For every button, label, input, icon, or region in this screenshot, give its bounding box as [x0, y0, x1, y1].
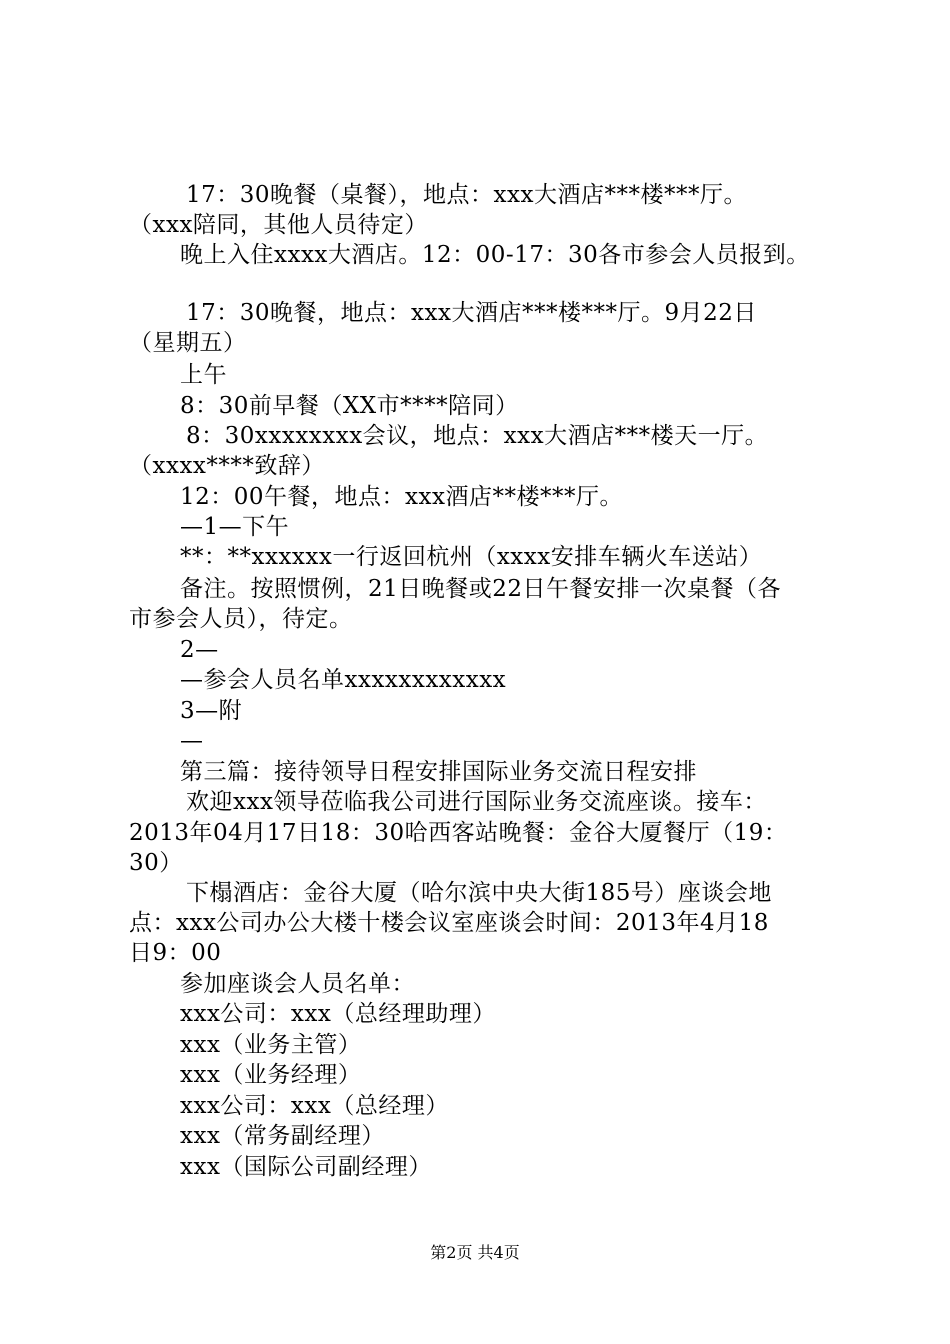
text-line: 2013年04月17日18：30哈西客站晚餐：金谷大厦餐厅（19： — [129, 820, 788, 846]
text-line: 2— — [180, 637, 219, 663]
text-line: 30） — [129, 850, 183, 876]
text-line: xxx（业务主管） — [180, 1032, 362, 1058]
text-line: 上午 — [180, 362, 227, 388]
text-line: 晚上入住xxxx大酒店。12：00-17：30各市参会人员报到。 — [180, 242, 810, 268]
section-heading: 第三篇：接待领导日程安排国际业务交流日程安排 — [180, 759, 697, 785]
text-line: 欢迎xxx领导莅临我公司进行国际业务交流座谈。接车： — [186, 789, 767, 815]
text-line: xxx（常务副经理） — [180, 1123, 385, 1149]
text-line: （星期五） — [129, 330, 247, 356]
text-line: xxx（业务经理） — [180, 1062, 362, 1088]
text-line: 8：30前早餐（XX市****陪同） — [180, 393, 519, 419]
text-line: （xxx陪同，其他人员待定） — [129, 212, 428, 238]
text-line: 下榻酒店：金谷大厦（哈尔滨中央大街185号）座谈会地 — [186, 880, 772, 906]
text-line: xxx（国际公司副经理） — [180, 1154, 432, 1180]
text-line: xxx公司：xxx（总经理） — [180, 1093, 449, 1119]
text-line: **：**xxxxxx一行返回杭州（xxxx安排车辆火车送站） — [180, 544, 763, 570]
text-line: — — [180, 728, 204, 754]
text-line: 日9：00 — [129, 940, 222, 966]
text-line: 市参会人员），待定。 — [129, 606, 353, 632]
text-line: 8：30xxxxxxxx会议，地点：xxx大酒店***楼天一厅。 — [186, 423, 769, 449]
text-line: 17：30晚餐（桌餐），地点：xxx大酒店***楼***厅。 — [186, 182, 747, 208]
text-line: xxx公司：xxx（总经理助理） — [180, 1001, 496, 1027]
text-line: 3—附 — [180, 698, 243, 724]
text-line: 17：30晚餐，地点：xxx大酒店***楼***厅。9月22日 — [186, 300, 757, 326]
text-line: 备注。按照惯例，21日晚餐或22日午餐安排一次桌餐（各 — [180, 576, 782, 602]
text-line: —1—下午 — [180, 514, 290, 540]
text-line: 参加座谈会人员名单： — [180, 971, 415, 997]
text-line: （xxxx****致辞） — [129, 453, 325, 479]
text-line: —参会人员名单xxxxxxxxxxxx — [180, 667, 507, 693]
text-line: 12：00午餐，地点：xxx酒店**楼***厅。 — [180, 484, 623, 510]
text-line: 点：xxx公司办公大楼十楼会议室座谈会时间：2013年4月18 — [129, 910, 769, 936]
page-number-footer: 第2页 共4页 — [430, 1243, 520, 1262]
